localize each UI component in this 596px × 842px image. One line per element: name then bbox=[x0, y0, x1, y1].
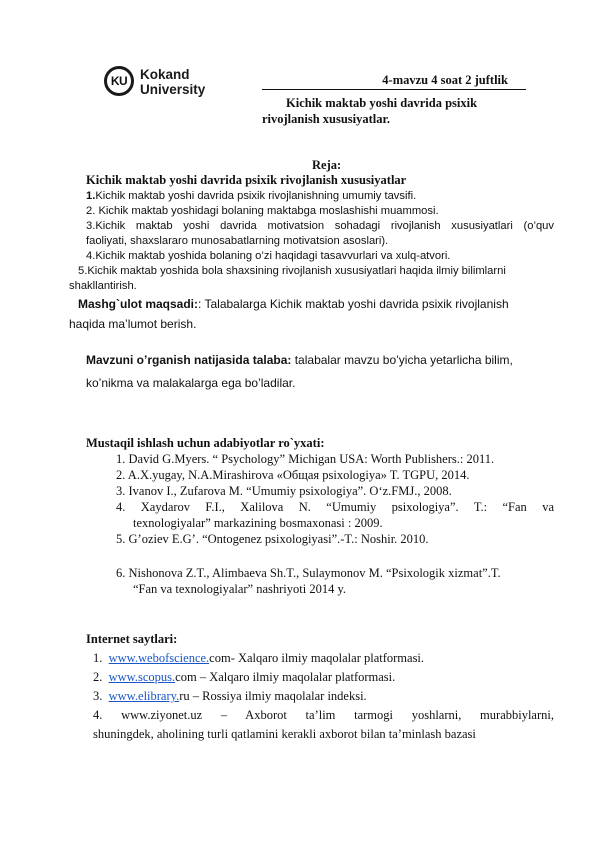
subtitle-line-2: rivojlanish xususiyatlar. bbox=[262, 112, 391, 126]
plan-item-5-line-2: shakllantirish. bbox=[69, 280, 137, 292]
plan-item-2: 2. Kichik maktab yoshidagi bolaning maktabga moslashishi muammosi. bbox=[86, 205, 439, 217]
internet-item-1 bbox=[93, 651, 424, 666]
literature-item-1: 1. David G.Myers. “ Psychology” Michigan USA: Worth Publishers.: 2011. bbox=[116, 452, 495, 466]
outcome-line-2: ko’nikma va malakalarga ega bo’ladilar. bbox=[86, 376, 296, 390]
goal-line-1 bbox=[78, 297, 509, 312]
internet-item-3-number: 3. bbox=[93, 689, 103, 703]
topic-text: 4-mavzu 4 soat 2 juftlik bbox=[382, 73, 508, 87]
webofscience-link[interactable]: www.webofscience. bbox=[108, 651, 210, 665]
literature-heading: Mustaqil ishlash uchun adabiyotlar ro`yxati: bbox=[86, 436, 325, 450]
internet-heading: Internet saytlari: bbox=[86, 632, 178, 646]
internet-item-1-number: 1. bbox=[93, 651, 103, 665]
elibrary-link[interactable]: www.elibrary. bbox=[108, 689, 180, 703]
university-logo-mark: KU bbox=[104, 66, 134, 96]
topic-label bbox=[262, 73, 526, 90]
literature-item-4-line-2: texnologiyalar” markazining bosmaxonasi : 2009. bbox=[133, 516, 383, 530]
internet-item-2-number: 2. bbox=[93, 670, 103, 684]
plan-item-1-number: 1. bbox=[86, 190, 96, 202]
internet-item-1-text: com- Xalqaro ilmiy maqolalar platformasi. bbox=[209, 651, 425, 665]
literature-item-3: 3. Ivanov I., Zufarova M. “Umumiy psixologiya”. O‘z.FMJ., 2008. bbox=[116, 484, 452, 498]
literature-item-6-line-1: 6. Nishonova Z.T., Alimbaeva Sh.T., Sulaymonov M. “Psixologik xizmat”.T. bbox=[116, 566, 501, 580]
internet-item-3-text: ru – Rossiya ilmiy maqolalar indeksi. bbox=[179, 689, 367, 703]
subtitle-line-1: Kichik maktab yoshi davrida psixik bbox=[286, 96, 478, 110]
university-logo-text bbox=[140, 67, 205, 97]
plan-item-3-line-1: 3.Kichik maktab yoshi davrida motivatsion sohadagi rivojlanish xususiyatlari (o’quv bbox=[86, 220, 554, 232]
logo-line-1: Kokand bbox=[140, 67, 190, 82]
outcome-text-1: talabalar mavzu bo’yicha yetarlicha bilim, bbox=[291, 353, 513, 367]
plan-item-3-line-2: faoliyati, shaxslararo munosabatlarning motivatsion asoslari). bbox=[86, 235, 389, 247]
internet-item-2 bbox=[93, 670, 395, 685]
plan-item-4: 4.Kichik maktab yoshida bolaning o’zi haqidagi tasavvurlari va xulq-atvori. bbox=[86, 250, 451, 262]
plan-item-5-line-1: 5.Kichik maktab yoshida bola shaxsining rivojlanish xususiyatlari haqida ilmiy bilimlarni bbox=[78, 265, 506, 277]
literature-item-4-line-1: 4. Xaydarov F.I., Xalilova N. “Umumiy psixologiya”. T.: “Fan va bbox=[116, 500, 554, 514]
plan-item-1 bbox=[86, 189, 416, 204]
internet-item-3 bbox=[93, 689, 367, 704]
goal-colon: : bbox=[198, 297, 202, 311]
internet-item-4-line-1: 4. www.ziyonet.uz – Axborot ta’lim tarmogi yoshlarni, murabbiylarni, bbox=[93, 708, 554, 722]
plan-item-1-text: Kichik maktab yoshi davrida psixik rivojlanishning umumiy tavsifi. bbox=[95, 190, 417, 202]
scopus-link[interactable]: www.scopus. bbox=[108, 670, 176, 684]
document-subtitle bbox=[262, 95, 532, 127]
literature-item-5: 5. G’oziev E.G’. “Ontogenez psixologiyasi”.-T.: Noshir. 2010. bbox=[116, 532, 429, 546]
goal-text-1: Talabalarga Kichik maktab yoshi davrida psixik rivojlanish bbox=[201, 297, 509, 311]
logo-line-2: University bbox=[140, 82, 206, 97]
literature-item-6-line-2: “Fan va texnologiyalar” nashriyoti 2014 y. bbox=[133, 582, 347, 596]
outcome-line-1 bbox=[86, 353, 513, 368]
goal-line-2: haqida ma’lumot berish. bbox=[69, 317, 197, 331]
plan-title: Kichik maktab yoshi davrida psixik rivojlanish xususiyatlar bbox=[86, 173, 407, 187]
internet-item-2-text: com – Xalqaro ilmiy maqolalar platformasi. bbox=[175, 670, 396, 684]
literature-item-2: 2. A.X.yugay, N.A.Mirashirova «Общая psixologiya» T. TGPU, 2014. bbox=[116, 468, 470, 482]
internet-item-4-line-2: shuningdek, aholining turli qatlamini kerakli axborot bilan ta’minlash bazasi bbox=[93, 727, 476, 741]
outcome-label: Mavzuni o’rganish natijasida talaba: bbox=[86, 353, 292, 367]
goal-label: Mashg`ulot maqsadi: bbox=[78, 297, 199, 311]
plan-heading: Reja: bbox=[312, 158, 342, 172]
